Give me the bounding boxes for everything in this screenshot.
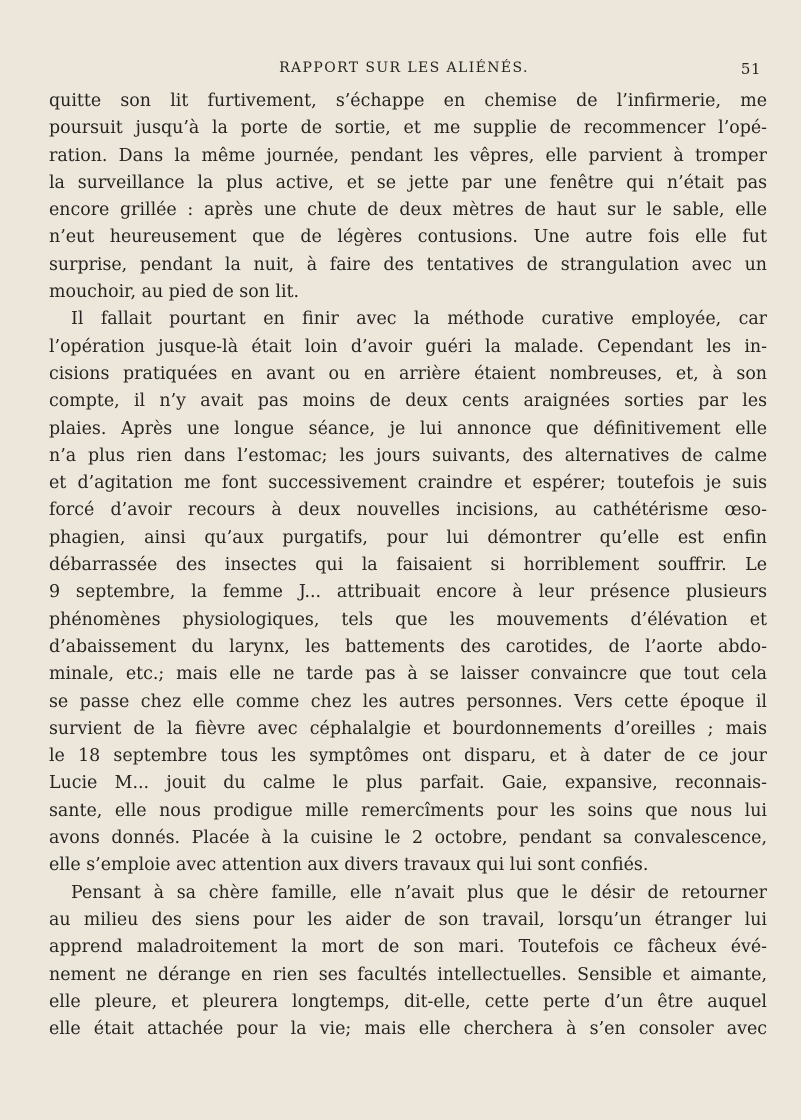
text-line: d’abaissement du larynx, les battements des carotides, de l’aorte abdo- — [49, 636, 767, 657]
text-line: et d’agitation me font successivement craindre et espérer; toutefois je suis — [49, 473, 767, 494]
text-line: plaies. Après une longue séance, je lui annonce que définitivement elle — [49, 418, 767, 439]
text-line: survient de la fièvre avec céphalalgie et bourdonnements d’oreilles ; mais — [49, 718, 767, 739]
text-line: minale, etc.; mais elle ne tarde pas à se laisser convaincre que tout cela — [49, 664, 767, 685]
running-title: RAPPORT SUR LES ALIÉNÉS. — [279, 60, 529, 76]
text-line: quitte son lit furtivement, s’échappe en chemise de l’infirmerie, me — [49, 91, 767, 111]
text-line: au milieu des siens pour les aider de son travail, lorsqu’un étranger lui — [49, 909, 767, 930]
text-line: nement ne dérange en rien ses facultés intellectuelles. Sensible et aimante, — [49, 964, 767, 985]
text-line: Il fallait pourtant en finir avec la méthode curative employée, car — [71, 309, 767, 330]
text-line: phénomènes physiologiques, tels que les mouvements d’élévation et — [49, 609, 767, 630]
text-line: avons donnés. Placée à la cuisine le 2 octobre, pendant sa convalescence, — [49, 828, 767, 849]
paragraph-3 — [49, 880, 767, 1044]
text-line: 9 septembre, la femme J... attribuait encore à leur présence plusieurs — [49, 582, 767, 603]
text-line: l’opération jusque-là était loin d’avoir guéri la malade. Cependant les in- — [49, 336, 767, 357]
text-line: poursuit jusqu’à la porte de sortie, et me supplie de recommencer l’opé- — [49, 118, 767, 139]
text-line: débarrassée des insectes qui la faisaient si horriblement souffrir. Le — [49, 555, 767, 576]
text-line: elle pleure, et pleurera longtemps, dit-elle, cette perte d’un être auquel — [49, 991, 767, 1012]
paragraph-1 — [49, 88, 767, 306]
text-line: mouchoir, au pied de son lit. — [49, 282, 300, 303]
text-line: le 18 septembre tous les symptômes ont disparu, et à dater de ce jour — [49, 746, 767, 767]
text-line: phagien, ainsi qu’aux purgatifs, pour lui démontrer qu’elle est enfin — [49, 527, 767, 548]
text-line: elle était attachée pour la vie; mais elle cherchera à s’en consoler avec — [49, 1019, 767, 1040]
text-line: sante, elle nous prodigue mille remercîments pour les soins que nous lui — [49, 800, 767, 821]
text-line: compte, il n’y avait pas moins de deux cents araignées sorties par les — [49, 391, 767, 412]
text-line: la surveillance la plus active, et se jette par une fenêtre qui n’était pas — [49, 172, 767, 193]
page-number: 51 — [740, 60, 761, 78]
page-header — [0, 60, 801, 84]
text-line: Lucie M... jouit du calme le plus parfait. Gaie, expansive, reconnais- — [49, 773, 767, 794]
text-line: n’eut heureusement que de légères contusions. Une autre fois elle fut — [49, 227, 767, 248]
text-line: Pensant à sa chère famille, elle n’avait plus que le désir de retourner — [71, 882, 767, 903]
body-text — [49, 88, 767, 1043]
text-line: ration. Dans la même journée, pendant les vêpres, elle parvient à tromper — [49, 145, 767, 166]
text-line: se passe chez elle comme chez les autres personnes. Vers cette époque il — [49, 691, 767, 712]
text-line: forcé d’avoir recours à deux nouvelles incisions, au cathétérisme œso- — [49, 500, 767, 521]
paragraph-2 — [49, 306, 767, 879]
text-line: n’a plus rien dans l’estomac; les jours suivants, des alternatives de calme — [49, 445, 767, 466]
text-line: apprend maladroitement la mort de son mari. Toutefois ce fâcheux évé- — [49, 937, 767, 958]
text-line: encore grillée : après une chute de deux mètres de haut sur le sable, elle — [49, 200, 767, 221]
text-line: surprise, pendant la nuit, à faire des tentatives de strangulation avec un — [49, 254, 767, 275]
text-line: elle s’emploie avec attention aux divers travaux qui lui sont confiés. — [49, 855, 649, 876]
text-line: cisions pratiquées en avant ou en arrière étaient nombreuses, et, à son — [49, 363, 767, 384]
